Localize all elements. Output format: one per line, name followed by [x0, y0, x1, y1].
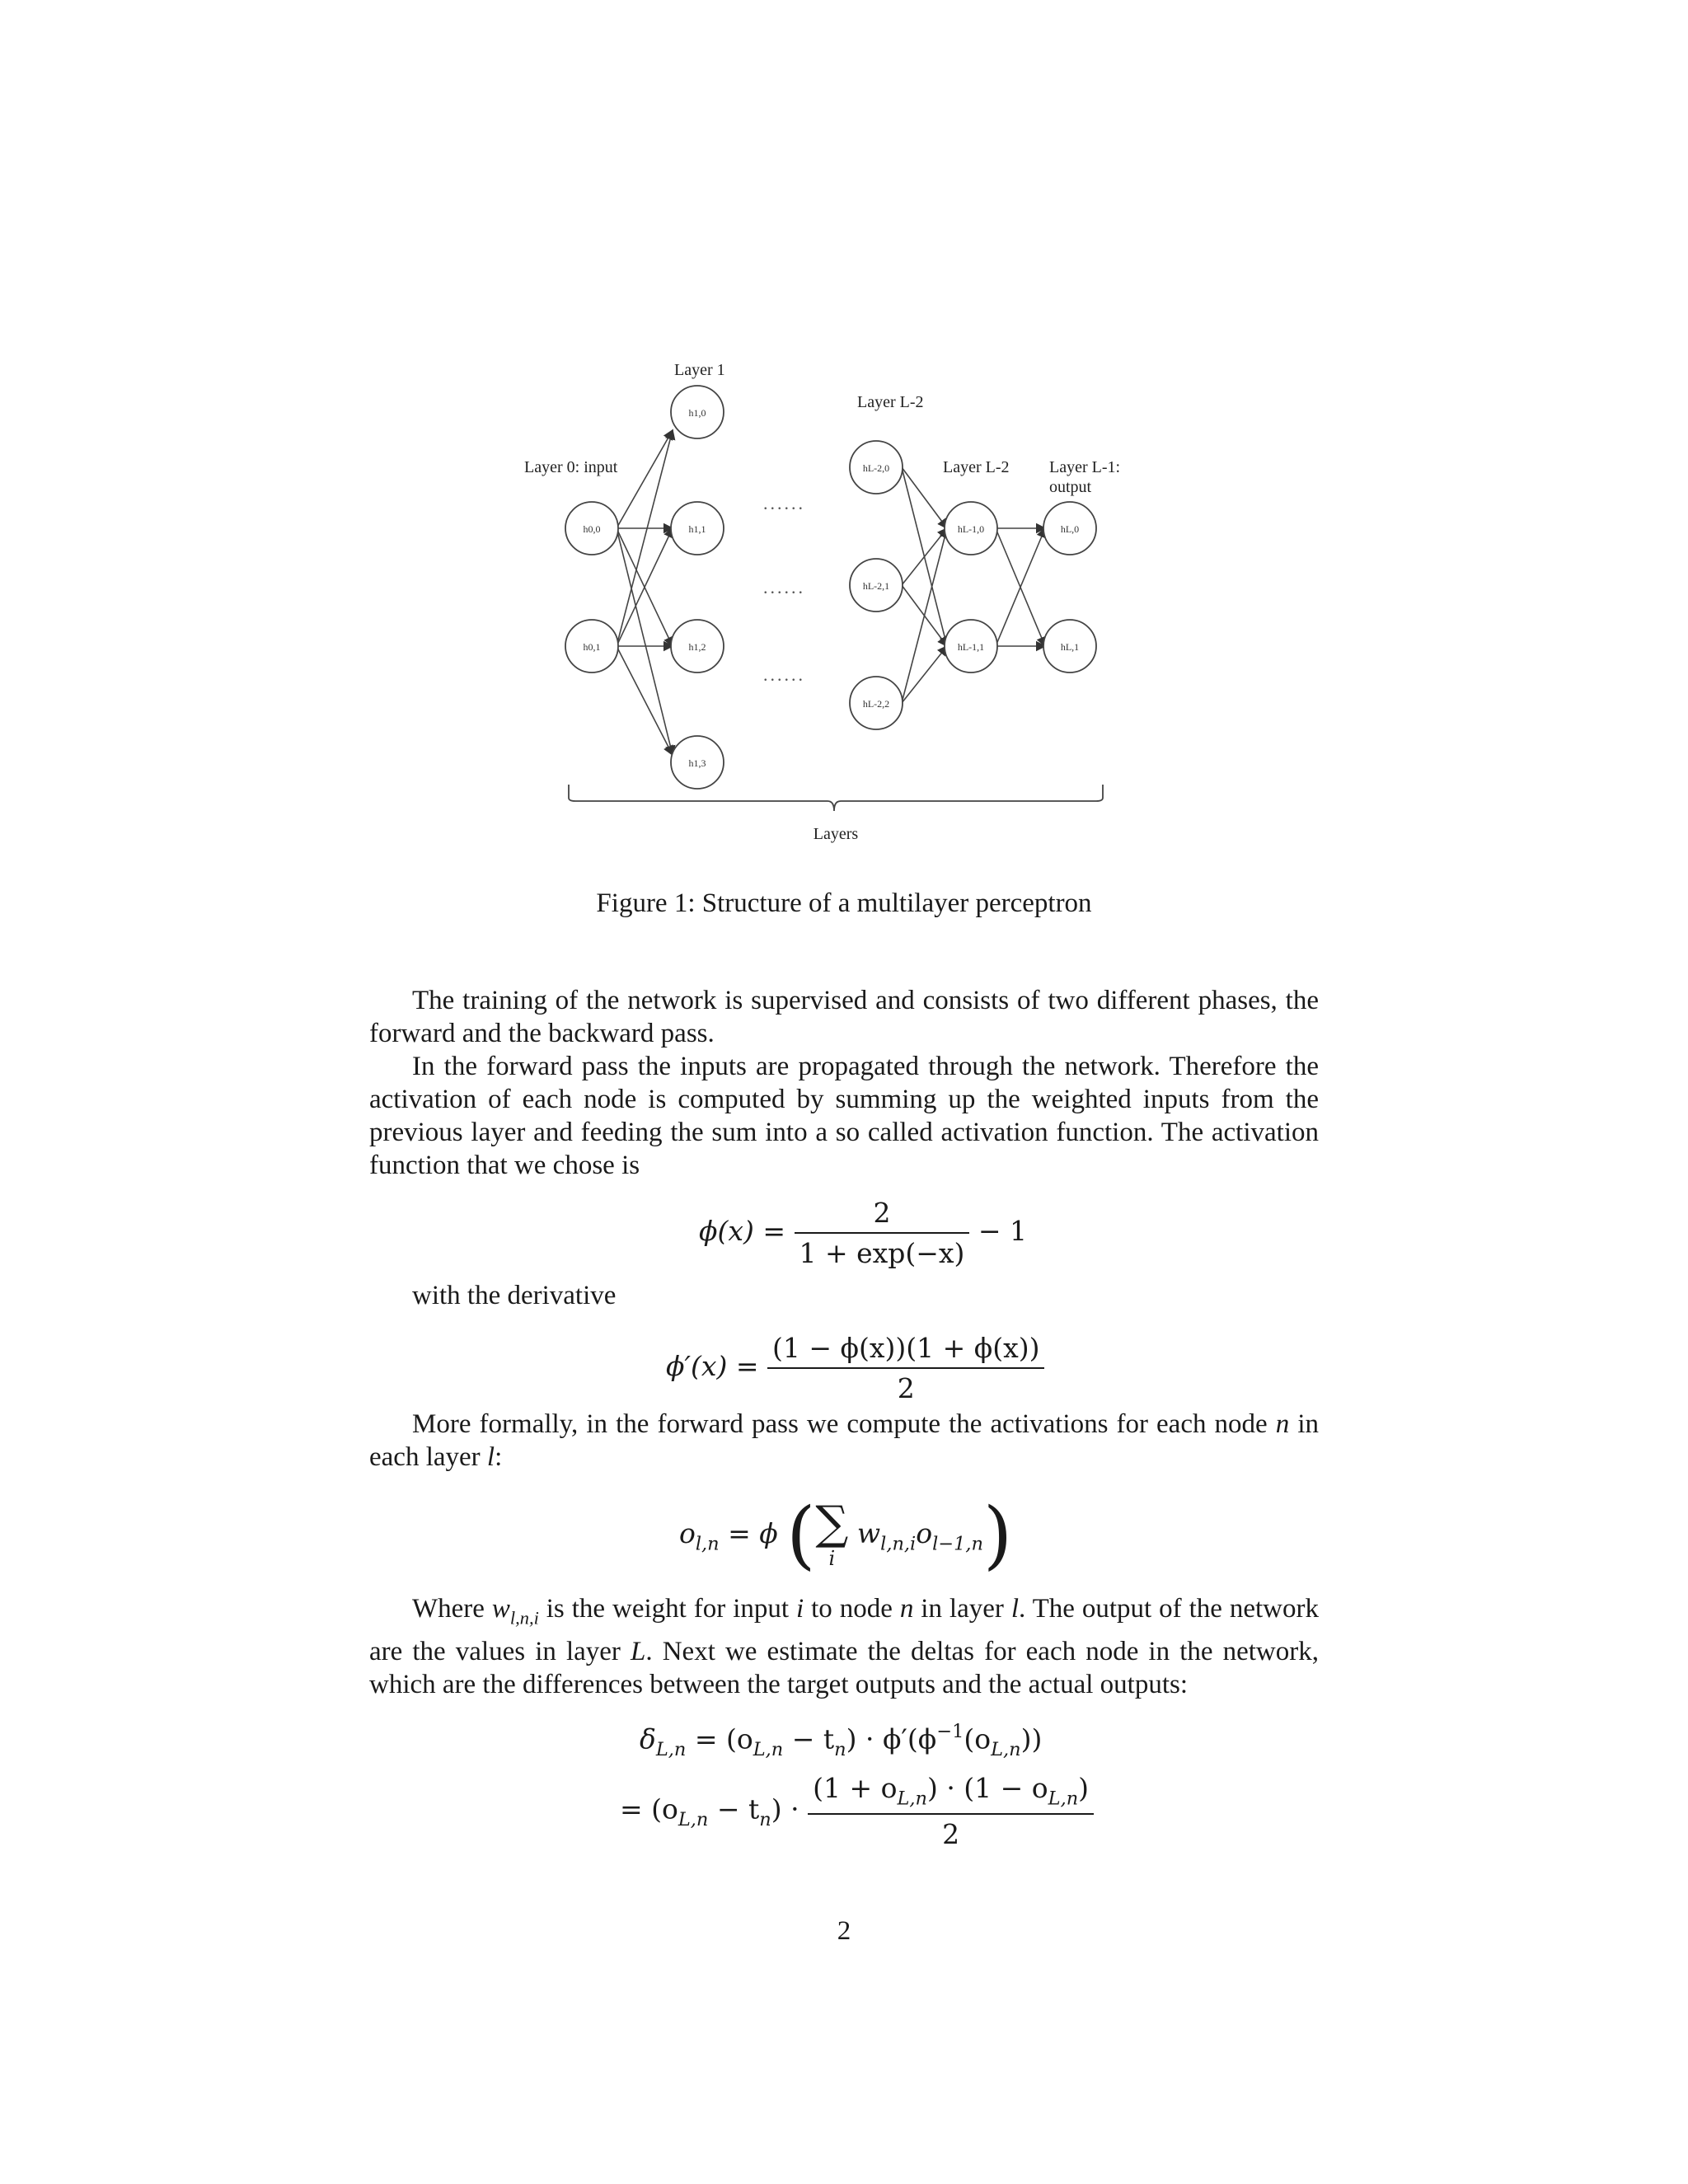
label-layerL1-line2: output	[1049, 478, 1092, 496]
eq4b-lhs-sub: L,n	[678, 1808, 709, 1830]
node-label-h13: h1,3	[688, 757, 706, 769]
eq2-fraction	[767, 1332, 1044, 1404]
node-label-hL1: hL,1	[1060, 641, 1080, 653]
p4-var-l: l	[486, 1442, 495, 1472]
p5-var-n: n	[899, 1594, 914, 1624]
label-layer0: Layer 0: input	[524, 458, 618, 476]
figure-caption: Figure 1: Structure of a multilayer perceptron	[596, 888, 1092, 918]
eq4-delta-sub: L,n	[655, 1738, 687, 1760]
paragraph-5	[369, 1592, 1319, 1701]
p4-part-b: in each layer	[369, 1409, 1319, 1472]
node-label-hL0: hL,0	[1060, 523, 1080, 535]
eq3-w: w	[856, 1517, 881, 1549]
eq3-o-sub: l,n	[695, 1533, 720, 1555]
eq3-o2: o	[916, 1517, 933, 1549]
dots-row2: ......	[763, 577, 805, 598]
eq4-sup: −1	[936, 1721, 964, 1742]
p5-part-c: to node	[804, 1594, 900, 1624]
label-layers: Layers	[813, 825, 859, 843]
paragraph-3: with the derivative	[412, 1281, 617, 1310]
eq3-eq-phi: = ϕ	[728, 1517, 778, 1549]
eq4b-num1: (1 + o	[813, 1772, 898, 1804]
node-label-h10: h1,0	[688, 407, 706, 419]
dots-row1: ......	[763, 493, 805, 513]
p5-part-d: in layer	[913, 1594, 1011, 1624]
node-label-hL22: hL-2,2	[862, 698, 890, 710]
node-label-hL11: hL-1,1	[957, 641, 985, 653]
node-label-h01: h0,1	[583, 641, 601, 653]
equation-forward	[679, 1492, 1013, 1578]
eq4b-num2: ) · (1 − o	[926, 1772, 1048, 1804]
p5-part-a: Where	[412, 1594, 492, 1624]
p5-var-l: l	[1010, 1594, 1019, 1624]
body-text-block-1	[369, 984, 1319, 1182]
eq4b-lhs: = (o	[620, 1793, 678, 1825]
dots-row3: ......	[763, 664, 805, 685]
equation-derivative	[666, 1332, 1044, 1404]
eq4-rhs4-sub: L,n	[991, 1738, 1021, 1760]
eq3-o2-sub: l−1,n	[932, 1533, 983, 1555]
p5-var-w-sub: l,n,i	[509, 1607, 539, 1629]
eq2-denominator: 2	[767, 1367, 1044, 1404]
eq4b-num2-sub: L,n	[1048, 1788, 1079, 1810]
eq2-lhs: ϕ′(x) =	[666, 1350, 759, 1382]
node-label-hL20: hL-2,0	[862, 462, 890, 474]
p4-var-n: n	[1275, 1409, 1290, 1439]
paragraph-4	[369, 1408, 1319, 1474]
node-label-h12: h1,2	[688, 641, 706, 653]
sigma-icon: ∑	[815, 1497, 849, 1550]
eq4-rhs3: ) · ϕ′(ϕ	[846, 1722, 937, 1755]
eq3-lparen: (	[786, 1492, 816, 1578]
p5-part-e: . The output of the network are the values in layer	[369, 1594, 1319, 1666]
eq3-w-sub: l,n,i	[880, 1533, 917, 1555]
eq3-rparen: )	[982, 1492, 1013, 1578]
body-text-block-4	[369, 1592, 1319, 1701]
eq4-rhs1-sub: L,n	[753, 1738, 784, 1760]
label-layerL2-right: Layer L-2	[943, 458, 1010, 476]
eq4-rhs5: ))	[1020, 1722, 1043, 1755]
eq4b-fraction	[808, 1772, 1094, 1850]
p5-var-w: w	[491, 1594, 510, 1624]
page-number: 2	[837, 1916, 851, 1946]
eq4b-lhs2: − t	[708, 1793, 760, 1825]
p4-part-a: More formally, in the forward pass we compute the activations for each node	[412, 1409, 1276, 1439]
eq1-fraction	[795, 1197, 970, 1269]
p5-var-i: i	[795, 1594, 804, 1624]
p5-var-L: L	[631, 1636, 646, 1666]
eq1-tail: − 1	[978, 1215, 1028, 1247]
p4-part-c: :	[495, 1442, 503, 1472]
eq3-o: o	[679, 1517, 696, 1549]
paragraph-2: In the forward pass the inputs are propagated through the network. Therefore the activation of each node is computed by summing up the weighted inputs from the previous layer and feeding the sum into a so called activation function. The activation function that we chose is	[369, 1052, 1319, 1180]
eq3-sum-index: i	[828, 1547, 836, 1570]
p5-part-b: is the weight for input	[538, 1594, 796, 1624]
eq1-denominator: 1 + exp(−x)	[795, 1232, 970, 1269]
node-label-h11: h1,1	[688, 523, 706, 535]
eq4b-denominator: 2	[808, 1813, 1094, 1850]
eq4-rhs2-sub: n	[834, 1738, 846, 1760]
node-label-h00: h0,0	[583, 523, 601, 535]
eq3-sum	[815, 1497, 849, 1570]
eq4b-num1-sub: L,n	[897, 1788, 927, 1810]
eq2-numerator: (1 − ϕ(x))(1 + ϕ(x))	[772, 1332, 1040, 1364]
eq4-rhs2: − t	[783, 1722, 835, 1755]
body-text-block-3	[369, 1408, 1319, 1474]
eq4-rhs4: (o	[964, 1722, 992, 1755]
equation-activation	[699, 1197, 1027, 1269]
eq4-delta: δ	[640, 1722, 656, 1755]
body-text-block-2	[369, 1279, 1319, 1312]
equation-delta-line2	[620, 1772, 1094, 1850]
equation-delta-line1	[640, 1721, 1042, 1760]
layers-brace	[569, 785, 1103, 811]
mlp-diagram	[0, 0, 1688, 874]
eq4b-numerator	[808, 1772, 1094, 1813]
label-layerL1-line1: Layer L-1:	[1049, 458, 1121, 476]
label-layerL2-top: Layer L-2	[857, 393, 924, 411]
eq4b-lhs2-sub: n	[759, 1808, 771, 1830]
mlp-figure	[0, 0, 1688, 874]
eq4b-num3: )	[1078, 1772, 1090, 1804]
label-layer1: Layer 1	[674, 361, 725, 379]
eq1-lhs: ϕ(x) =	[699, 1215, 785, 1247]
node-label-hL21: hL-2,1	[862, 580, 890, 592]
eq4-rhs1: = (o	[694, 1722, 753, 1755]
node-label-hL10: hL-1,0	[957, 523, 985, 535]
p5-part-f: . Next we estimate the deltas for each node in the network, which are the differences between the target outputs and the actual outputs:	[369, 1636, 1319, 1699]
eq4b-lhs3: ) ·	[771, 1793, 799, 1825]
eq1-numerator: 2	[873, 1197, 891, 1229]
paragraph-1: The training of the network is supervised and consists of two different phases, the forward and the backward pass.	[369, 986, 1319, 1048]
edges	[617, 430, 1045, 755]
